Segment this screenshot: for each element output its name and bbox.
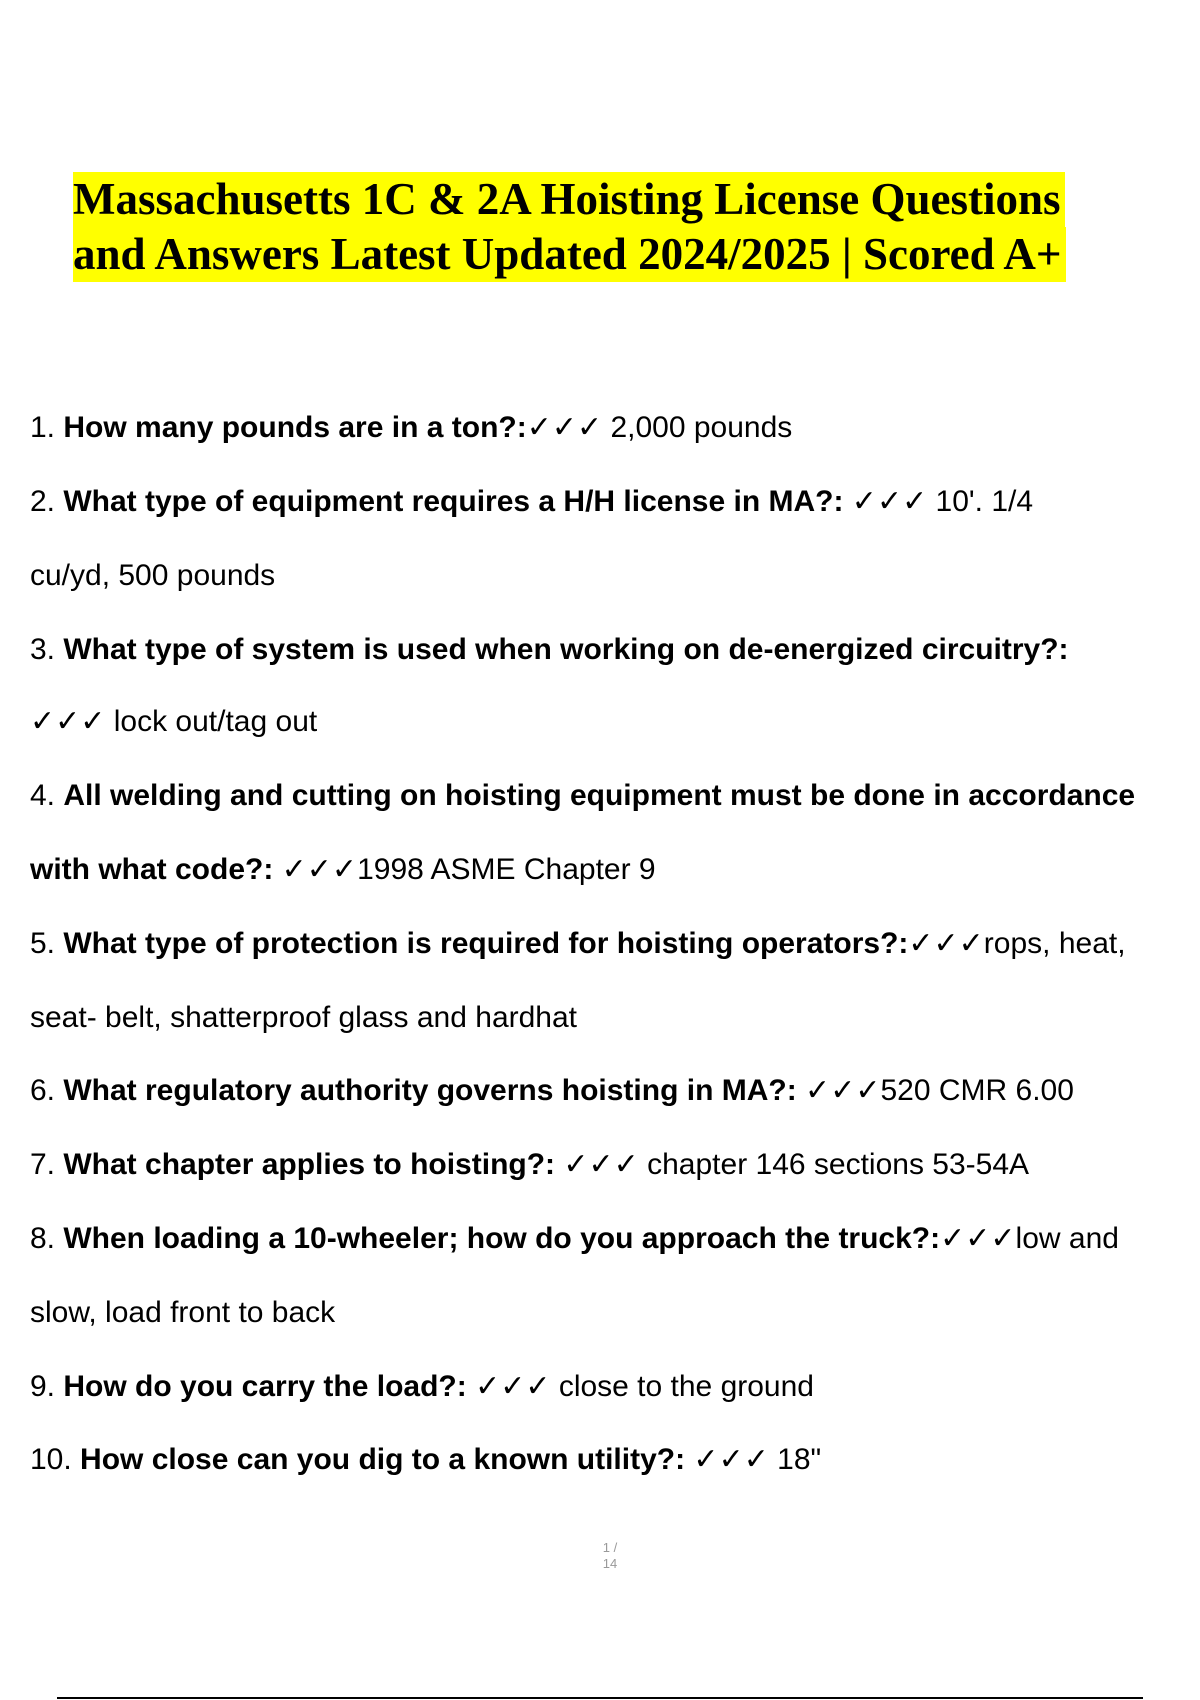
title-line-2: and Answers Latest Updated 2024/2025 | Scored A+ — [73, 227, 1066, 282]
answer-text: ✓✓✓ chapter 146 sections 53-54A — [555, 1148, 1030, 1181]
question-text: When loading a 10-wheeler; how do you approach the truck?: — [63, 1222, 941, 1255]
answer-continuation-2 — [30, 556, 275, 596]
answer-text: ✓✓✓ lock out/tag out — [30, 705, 318, 738]
item-number: 2. — [30, 485, 64, 518]
question-item-6 — [30, 1071, 1074, 1111]
question-text: How close can you dig to a known utility?: — [80, 1443, 686, 1476]
page-number — [590, 1540, 630, 1572]
item-number: 8. — [30, 1222, 64, 1255]
question-continuation-4 — [30, 850, 656, 890]
page-current: 1 / — [602, 1540, 618, 1555]
answer-text: cu/yd, 500 pounds — [30, 559, 276, 592]
answer-text: ✓✓✓ close to the ground — [466, 1370, 814, 1403]
question-item-3 — [30, 630, 1069, 670]
title-line-1: Massachusetts 1C & 2A Hoisting License Questions — [73, 172, 1065, 227]
question-text: How many pounds are in a ton?: — [63, 411, 527, 444]
answer-continuation-8 — [30, 1293, 335, 1333]
answer-text: ✓✓✓520 CMR 6.00 — [796, 1074, 1074, 1107]
question-text: How do you carry the load?: — [63, 1370, 467, 1403]
item-number: 6. — [30, 1074, 64, 1107]
question-item-2 — [30, 482, 1033, 522]
question-item-4 — [30, 776, 1135, 816]
question-text: What type of equipment requires a H/H license in MA?: — [63, 485, 844, 518]
answer-continuation-3 — [30, 702, 317, 742]
question-text: with what code?: — [30, 853, 274, 886]
answer-continuation-5 — [30, 998, 577, 1038]
question-item-1 — [30, 408, 792, 448]
item-number: 5. — [30, 927, 64, 960]
question-text: What chapter applies to hoisting?: — [63, 1148, 556, 1181]
page-divider — [57, 1697, 1143, 1699]
answer-text: ✓✓✓low and — [940, 1222, 1119, 1255]
item-number: 1. — [30, 411, 64, 444]
question-item-7 — [30, 1145, 1029, 1185]
item-number: 4. — [30, 779, 64, 812]
item-number: 3. — [30, 633, 64, 666]
question-list — [30, 408, 1200, 1508]
question-text: What regulatory authority governs hoisting in MA?: — [63, 1074, 797, 1107]
question-text: What type of protection is required for hoisting operators?: — [63, 927, 909, 960]
question-item-9 — [30, 1367, 814, 1407]
question-item-10 — [30, 1440, 821, 1480]
item-number: 10. — [30, 1443, 81, 1476]
answer-text: ✓✓✓ 18" — [685, 1443, 822, 1476]
document-title — [73, 172, 1153, 282]
item-number: 7. — [30, 1148, 64, 1181]
answer-text: ✓✓✓1998 ASME Chapter 9 — [273, 853, 656, 886]
question-text: All welding and cutting on hoisting equipment must be done in accordance — [63, 779, 1136, 812]
answer-text: ✓✓✓ 10'. 1/4 — [843, 485, 1034, 518]
answer-text: ✓✓✓ 2,000 pounds — [526, 411, 793, 444]
answer-text: slow, load front to back — [30, 1296, 336, 1329]
item-number: 9. — [30, 1370, 64, 1403]
answer-text: seat- belt, shatterproof glass and hardhat — [30, 1001, 578, 1034]
page-total: 14 — [602, 1556, 618, 1571]
answer-text: ✓✓✓rops, heat, — [908, 927, 1126, 960]
question-text: What type of system is used when working on de-energized circuitry?: — [63, 633, 1069, 666]
question-item-5 — [30, 924, 1126, 964]
question-item-8 — [30, 1219, 1119, 1259]
